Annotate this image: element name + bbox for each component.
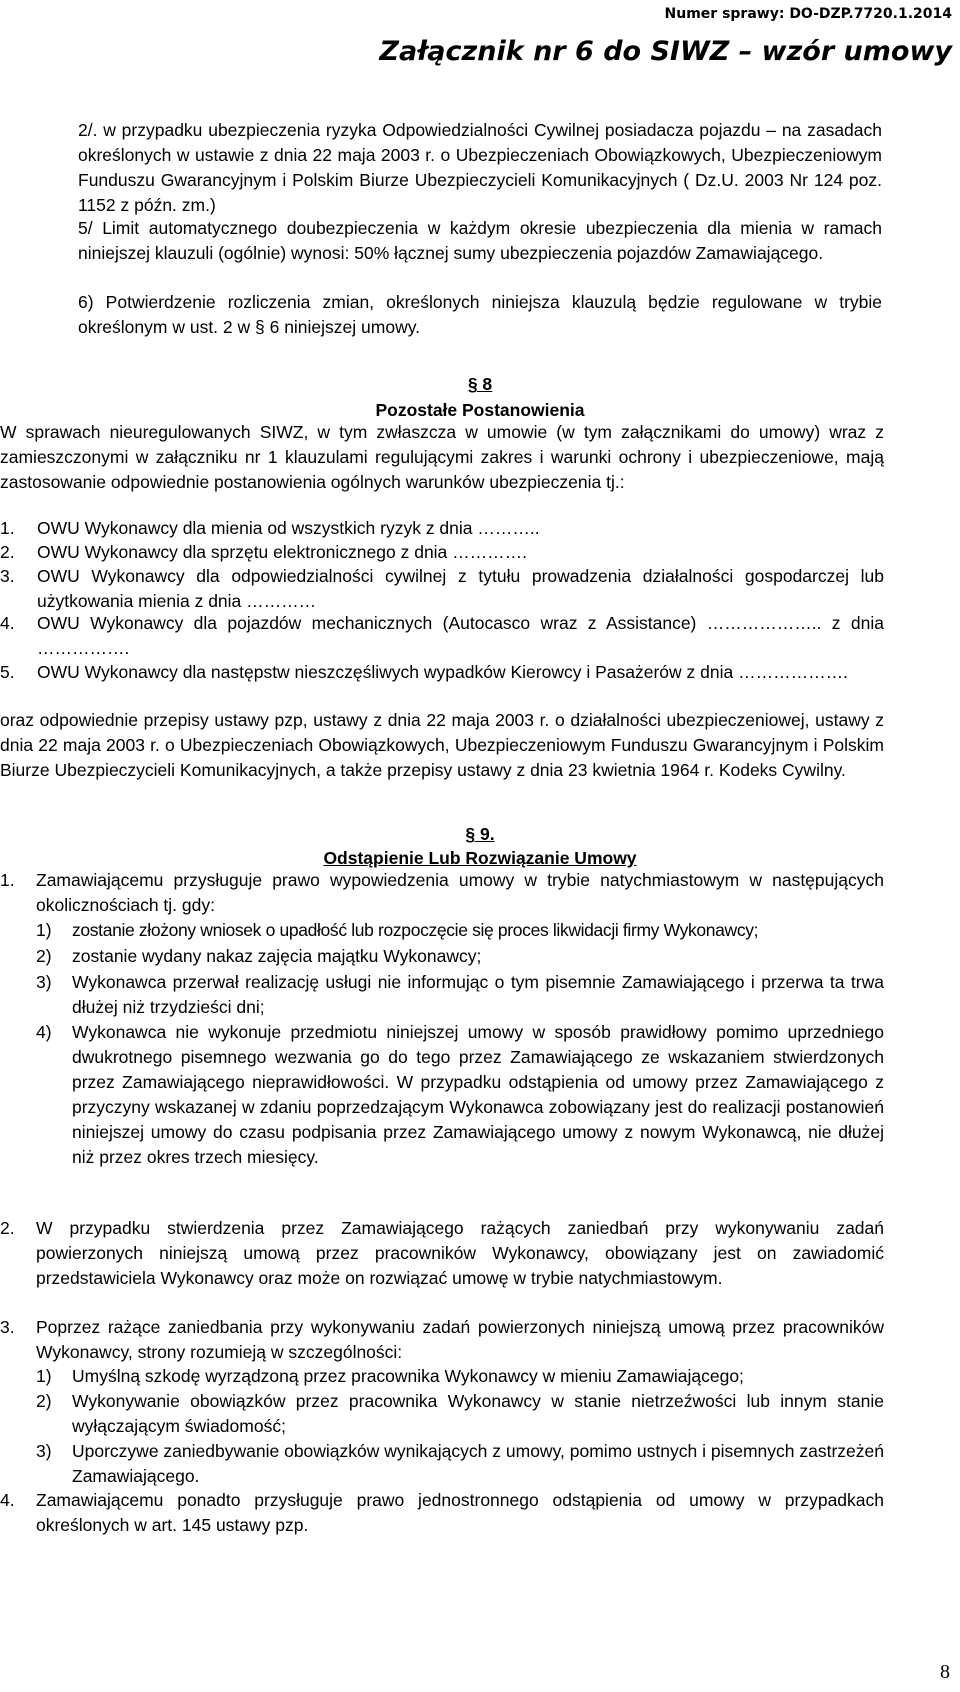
list-item-text: OWU Wykonawcy dla sprzętu elektronicznego z dnia …………. (37, 542, 528, 562)
list-item-number: 4. (0, 613, 15, 633)
list-item-text: Zamawiającemu przysługuje prawo wypowiedzenia umowy w trybie natychmiastowym w następujących okolicznościach tj. gdy: (36, 870, 884, 915)
section-9-number-text: § 9. (465, 824, 495, 844)
section-9-number (0, 822, 960, 846)
list-item-text: Poprzez rażące zaniedbania przy wykonywaniu zadań powierzonych niniejszą umową przez pracowników Wykonawcy, strony rozumieją w szczególności: (36, 1317, 884, 1362)
sub-list-item-text: zostanie złożony wniosek o upadłość lub rozpoczęcie się proces likwidacji firmy Wykonawcy; (72, 920, 759, 940)
sub-list-item-number: 4) (36, 1022, 52, 1042)
sub-list-item-number: 3) (36, 1441, 52, 1461)
sub-list-item-number: 2) (36, 946, 52, 966)
list-item-text: OWU Wykonawcy dla następstw nieszczęśliwych wypadków Kierowcy i Pasażerów z dnia ………………. (37, 662, 848, 682)
list-item-number: 3. (0, 1317, 15, 1337)
list-item-number: 1. (0, 870, 15, 890)
list-item-number: 2. (0, 542, 15, 562)
sub-list-item-text: Uporczywe zaniedbywanie obowiązków wynikających z umowy, pomimo ustnych i pisemnych zastrzeżeń Zamawiającego. (72, 1441, 884, 1486)
sub-list-item-number: 3) (36, 972, 52, 992)
paragraph-6: 6) Potwierdzenie rozliczenia zmian, określonych niniejsza klauzulą będzie regulowane w trybie określonym w ust. 2 w § 6 niniejszej umowy. (78, 292, 882, 337)
list-item-text: Zamawiającemu ponadto przysługuje prawo jednostronnego odstąpienia od umowy w przypadkach określonych w art. 145 ustawy pzp. (36, 1490, 884, 1535)
sub-list-item-text: Umyślną szkodę wyrządzoną przez pracownika Wykonawcy w mieniu Zamawiającego; (72, 1366, 744, 1386)
section-8-number (0, 372, 960, 396)
section-8-number-text: § 8 (467, 374, 493, 394)
sub-list-item-number: 2) (36, 1391, 52, 1411)
sub-list-item-text: Wykonywanie obowiązków przez pracownika Wykonawcy w stanie nietrzeźwości lub innym stanie wyłączającym świadomość; (72, 1391, 884, 1436)
section-8-title: Pozostałe Postanowienia (375, 400, 585, 420)
annex-title: Załącznik nr 6 do SIWZ – wzór umowy (379, 36, 952, 67)
list-item-text: OWU Wykonawcy dla odpowiedzialności cywilnej z tytułu prowadzenia działalności gospodarczej lub użytkowania mienia z dnia ………… (37, 566, 884, 611)
sub-list-item-text: zostanie wydany nakaz zajęcia majątku Wykonawcy; (72, 946, 482, 966)
list-item-text: OWU Wykonawcy dla pojazdów mechanicznych (Autocasco wraz z Assistance) ……………….. z dnia ……………. (37, 613, 884, 658)
list-item-text: W przypadku stwierdzenia przez Zamawiającego rażących zaniedbań przy wykonywaniu zadań powierzonych niniejszą umową przez pracowników Wykonawcy, obowiązany jest on zawiadomić przedstawiciela Wykonawcy oraz może on rozwiązać umowę w trybie natychmiastowym. (36, 1218, 884, 1288)
section-9-title-text: Odstąpienie Lub Rozwiązanie Umowy (323, 848, 637, 868)
list-item-number: 3. (0, 566, 15, 586)
sub-list-item-text: Wykonawca nie wykonuje przedmiotu niniejszej umowy w sposób prawidłowy pomimo uprzedniego dwukrotnego pisemnego wezwania go do tego przez Zamawiającego ze wskazaniem stwierdzonych przez Zamawiającego nieprawidłowości. W przypadku odstąpienia od umowy przez Zamawiającego z przyczyny wskazanej w zdaniu poprzedzającym Wykonawca zobowiązany jest do realizacji postanowień niniejszej umowy do czasu podpisania przez Zamawiającego umowy z nowym Wykonawcą, nie dłużej niż przez okres trzech miesięcy. (72, 1022, 884, 1167)
list-item-text: OWU Wykonawcy dla mienia od wszystkich ryzyk z dnia ……….. (37, 518, 540, 538)
section-8-intro: W sprawach nieuregulowanych SIWZ, w tym zwłaszcza w umowie (w tym załącznikami do umowy) wraz z zamieszczonymi w załączniku nr 1 klauzulami regulującymi zakres i warunki ochrony i ubezpieczeniowe, mają zastosowanie odpowiednie postanowienia ogólnych warunków ubezpieczenia tj.: (0, 422, 884, 492)
case-number: Numer sprawy: DO-DZP.7720.1.2014 (664, 6, 952, 22)
list-item-number: 5. (0, 662, 15, 682)
list-item-number: 1. (0, 518, 15, 538)
list-item-number: 2. (0, 1218, 15, 1238)
page-number: 8 (940, 1661, 950, 1683)
section-8-closing: oraz odpowiednie przepisy ustawy pzp, ustawy z dnia 22 maja 2003 r. o działalności ubezpieczeniowej, ustawy z dnia 22 maja 2003 r. o Ubezpieczeniach Obowiązkowych, Ubezpieczeniowym Funduszu Gwarancyjnym i Polskim Biurze Ubezpieczycieli Komunikacyjnych, a także przepisy ustawy z dnia 23 kwietnia 1964 r. Kodeks Cywilny. (0, 710, 884, 780)
sub-list-item-number: 1) (36, 1366, 52, 1386)
list-item-number: 4. (0, 1490, 15, 1510)
sub-list-item-number: 1) (36, 920, 52, 940)
paragraph-5: 5/ Limit automatycznego doubezpieczenia w każdym okresie ubezpieczenia dla mienia w ramach niniejszej klauzuli (ogólnie) wynosi: 50% łącznej sumy ubezpieczenia pojazdów Zamawiającego. (78, 218, 882, 263)
sub-list-item-text: Wykonawca przerwał realizację usługi nie informując o tym pisemnie Zamawiającego i przerwa ta trwa dłużej niż trzydzieści dni; (72, 972, 884, 1017)
paragraph-2: 2/. w przypadku ubezpieczenia ryzyka Odpowiedzialności Cywilnej posiadacza pojazdu – na zasadach określonych w ustawie z dnia 22 maja 2003 r. o Ubezpieczeniach Obowiązkowych, Ubezpieczeniowym Funduszu Gwarancyjnym i Polskim Biurze Ubezpieczycieli Komunikacyjnych ( Dz.U. 2003 Nr 124 poz. 1152 z późn. zm.) (78, 120, 882, 215)
section-9-title (0, 846, 960, 870)
